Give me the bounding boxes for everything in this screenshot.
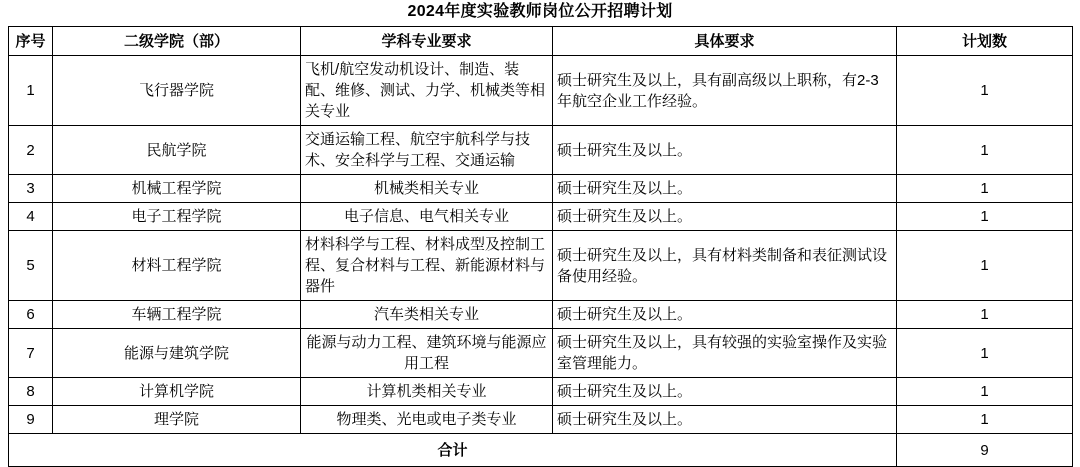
column-header-major: 学科专业要求: [301, 27, 553, 56]
cell-requirement: 硕士研究生及以上。: [553, 203, 897, 231]
page-title: 2024年度实验教师岗位公开招聘计划: [407, 3, 673, 20]
cell-major: 飞机/航空发动机设计、制造、装配、维修、测试、力学、机械类等相关专业: [301, 56, 553, 126]
cell-requirement: 硕士研究生及以上。: [553, 126, 897, 175]
table-total-row: [9, 434, 1073, 467]
cell-no: 5: [9, 231, 53, 301]
cell-count: 1: [897, 378, 1073, 406]
cell-college: 计算机学院: [53, 378, 301, 406]
table-header-row: [9, 27, 1073, 56]
cell-college: 理学院: [53, 406, 301, 434]
cell-no: 8: [9, 378, 53, 406]
cell-count: 1: [897, 231, 1073, 301]
table-row: [9, 203, 1073, 231]
cell-no: 7: [9, 329, 53, 378]
cell-major: 材料科学与工程、材料成型及控制工程、复合材料与工程、新能源材料与器件: [301, 231, 553, 301]
cell-count: 1: [897, 301, 1073, 329]
cell-college: 材料工程学院: [53, 231, 301, 301]
table-row: [9, 378, 1073, 406]
cell-major: 机械类相关专业: [301, 175, 553, 203]
cell-major: 计算机类相关专业: [301, 378, 553, 406]
table-row: [9, 301, 1073, 329]
cell-no: 6: [9, 301, 53, 329]
cell-college: 飞行器学院: [53, 56, 301, 126]
cell-major: 电子信息、电气相关专业: [301, 203, 553, 231]
column-header-no: 序号: [9, 27, 53, 56]
cell-count: 1: [897, 203, 1073, 231]
cell-requirement: 硕士研究生及以上。: [553, 378, 897, 406]
table-row: [9, 126, 1073, 175]
table-row: [9, 175, 1073, 203]
cell-count: 1: [897, 329, 1073, 378]
column-header-count: 计划数: [897, 27, 1073, 56]
cell-count: 1: [897, 175, 1073, 203]
cell-requirement: 硕士研究生及以上。: [553, 406, 897, 434]
cell-requirement: 硕士研究生及以上，具有较强的实验室操作及实验室管理能力。: [553, 329, 897, 378]
cell-requirement: 硕士研究生及以上，具有材料类制备和表征测试设备使用经验。: [553, 231, 897, 301]
cell-requirement: 硕士研究生及以上。: [553, 301, 897, 329]
total-label: 合计: [9, 434, 897, 467]
cell-no: 9: [9, 406, 53, 434]
cell-no: 1: [9, 56, 53, 126]
table-row: [9, 329, 1073, 378]
column-header-college: 二级学院（部）: [53, 27, 301, 56]
cell-college: 机械工程学院: [53, 175, 301, 203]
cell-count: 1: [897, 126, 1073, 175]
table-row: [9, 56, 1073, 126]
cell-count: 1: [897, 406, 1073, 434]
cell-no: 3: [9, 175, 53, 203]
cell-college: 民航学院: [53, 126, 301, 175]
cell-major: 能源与动力工程、建筑环境与能源应用工程: [301, 329, 553, 378]
cell-major: 汽车类相关专业: [301, 301, 553, 329]
cell-requirement: 硕士研究生及以上。: [553, 175, 897, 203]
cell-count: 1: [897, 56, 1073, 126]
cell-no: 2: [9, 126, 53, 175]
table-row: [9, 406, 1073, 434]
cell-major: 物理类、光电或电子类专业: [301, 406, 553, 434]
table-row: [9, 231, 1073, 301]
cell-college: 车辆工程学院: [53, 301, 301, 329]
cell-major: 交通运输工程、航空宇航科学与技术、安全科学与工程、交通运输: [301, 126, 553, 175]
cell-no: 4: [9, 203, 53, 231]
cell-college: 能源与建筑学院: [53, 329, 301, 378]
total-count: 9: [897, 434, 1073, 467]
cell-requirement: 硕士研究生及以上，具有副高级以上职称，有2-3年航空企业工作经验。: [553, 56, 897, 126]
recruitment-plan-table: [8, 26, 1073, 467]
cell-college: 电子工程学院: [53, 203, 301, 231]
column-header-requirement: 具体要求: [553, 27, 897, 56]
